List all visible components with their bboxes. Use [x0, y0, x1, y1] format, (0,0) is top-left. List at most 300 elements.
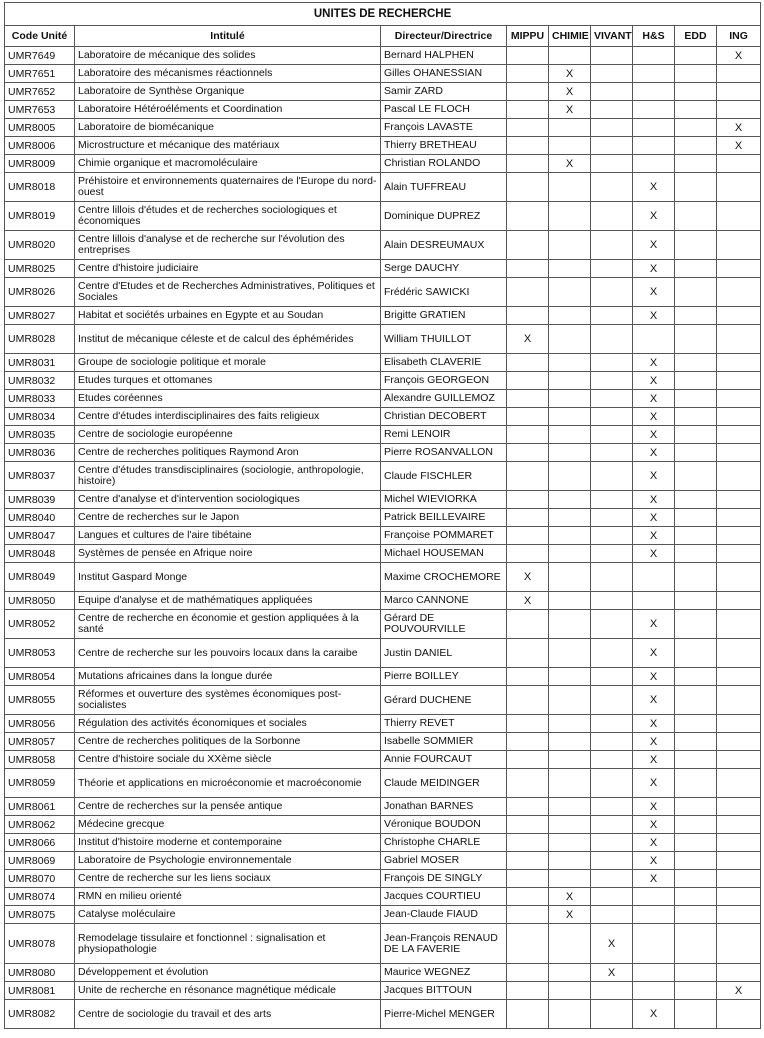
- unit-title-cell: Groupe de sociologie politique et morale: [75, 354, 381, 372]
- mark-cell-ing: [717, 639, 761, 668]
- unit-title-cell: Laboratoire de mécanique des solides: [75, 47, 381, 65]
- director-cell: Thierry BRETHEAU: [381, 137, 507, 155]
- mark-cell-hs: [633, 592, 675, 610]
- unit-code-cell: UMR8035: [5, 426, 75, 444]
- mark-cell-chimie: [549, 924, 591, 964]
- mark-cell-hs: X: [633, 816, 675, 834]
- mark-cell-mippu: [507, 509, 549, 527]
- mark-cell-hs: [633, 101, 675, 119]
- mark-cell-vivant: [591, 668, 633, 686]
- mark-cell-vivant: [591, 155, 633, 173]
- mark-cell-chimie: [549, 816, 591, 834]
- mark-cell-vivant: [591, 509, 633, 527]
- director-cell: Patrick BEILLEVAIRE: [381, 509, 507, 527]
- mark-cell-ing: [717, 462, 761, 491]
- research-units-table: [4, 2, 761, 1029]
- mark-cell-ing: [717, 325, 761, 354]
- mark-cell-edd: [675, 65, 717, 83]
- unit-code-cell: UMR8059: [5, 769, 75, 798]
- mark-cell-chimie: [549, 509, 591, 527]
- director-cell: Pierre-Michel MENGER: [381, 1000, 507, 1029]
- unit-title-cell: Médecine grecque: [75, 816, 381, 834]
- mark-cell-vivant: [591, 888, 633, 906]
- director-cell: Elisabeth CLAVERIE: [381, 354, 507, 372]
- mark-cell-hs: X: [633, 491, 675, 509]
- column-header-edd: EDD: [675, 26, 717, 47]
- mark-cell-edd: [675, 509, 717, 527]
- director-cell: Remi LENOIR: [381, 426, 507, 444]
- table-row: [5, 65, 761, 83]
- mark-cell-chimie: [549, 545, 591, 563]
- table-row: [5, 924, 761, 964]
- mark-cell-edd: [675, 563, 717, 592]
- unit-title-cell: Centre d'études transdisciplinaires (sociologie, anthropologie, histoire): [75, 462, 381, 491]
- table-row: [5, 1000, 761, 1029]
- mark-cell-mippu: [507, 119, 549, 137]
- mark-cell-vivant: [591, 906, 633, 924]
- director-cell: Pierre BOILLEY: [381, 668, 507, 686]
- unit-title-cell: Centre d'Etudes et de Recherches Administratives, Politiques et Sociales: [75, 278, 381, 307]
- table-row: [5, 390, 761, 408]
- mark-cell-chimie: [549, 426, 591, 444]
- mark-cell-vivant: [591, 462, 633, 491]
- unit-code-cell: UMR8006: [5, 137, 75, 155]
- mark-cell-vivant: X: [591, 964, 633, 982]
- mark-cell-mippu: [507, 354, 549, 372]
- unit-title-cell: Centre de recherches politiques de la Sorbonne: [75, 733, 381, 751]
- mark-cell-hs: X: [633, 852, 675, 870]
- mark-cell-vivant: [591, 491, 633, 509]
- mark-cell-chimie: [549, 982, 591, 1000]
- mark-cell-hs: X: [633, 610, 675, 639]
- mark-cell-edd: [675, 592, 717, 610]
- unit-code-cell: UMR8034: [5, 408, 75, 426]
- mark-cell-edd: [675, 491, 717, 509]
- mark-cell-ing: [717, 1000, 761, 1029]
- mark-cell-edd: [675, 769, 717, 798]
- mark-cell-ing: [717, 751, 761, 769]
- unit-title-cell: Centre de recherche en économie et gestion appliquées à la santé: [75, 610, 381, 639]
- mark-cell-edd: [675, 325, 717, 354]
- table-row: [5, 231, 761, 260]
- mark-cell-mippu: [507, 83, 549, 101]
- director-cell: Gilles OHANESSIAN: [381, 65, 507, 83]
- unit-code-cell: UMR8056: [5, 715, 75, 733]
- unit-code-cell: UMR7649: [5, 47, 75, 65]
- table-row: [5, 101, 761, 119]
- mark-cell-vivant: [591, 426, 633, 444]
- mark-cell-ing: [717, 545, 761, 563]
- director-cell: Claude MEIDINGER: [381, 769, 507, 798]
- mark-cell-ing: X: [717, 982, 761, 1000]
- mark-cell-edd: [675, 964, 717, 982]
- mark-cell-hs: X: [633, 354, 675, 372]
- table-row: [5, 155, 761, 173]
- mark-cell-mippu: [507, 798, 549, 816]
- mark-cell-vivant: [591, 231, 633, 260]
- mark-cell-chimie: [549, 1000, 591, 1029]
- mark-cell-chimie: X: [549, 906, 591, 924]
- mark-cell-edd: [675, 202, 717, 231]
- mark-cell-chimie: [549, 610, 591, 639]
- mark-cell-hs: [633, 47, 675, 65]
- director-cell: Brigitte GRATIEN: [381, 307, 507, 325]
- mark-cell-vivant: [591, 982, 633, 1000]
- director-cell: Michael HOUSEMAN: [381, 545, 507, 563]
- mark-cell-chimie: [549, 278, 591, 307]
- unit-code-cell: UMR8078: [5, 924, 75, 964]
- mark-cell-mippu: X: [507, 563, 549, 592]
- mark-cell-hs: X: [633, 527, 675, 545]
- mark-cell-chimie: [549, 964, 591, 982]
- mark-cell-hs: X: [633, 769, 675, 798]
- mark-cell-mippu: [507, 751, 549, 769]
- mark-cell-ing: [717, 426, 761, 444]
- mark-cell-edd: [675, 462, 717, 491]
- unit-title-cell: Centre de sociologie du travail et des arts: [75, 1000, 381, 1029]
- mark-cell-vivant: [591, 733, 633, 751]
- mark-cell-chimie: X: [549, 65, 591, 83]
- mark-cell-hs: [633, 83, 675, 101]
- director-cell: William THUILLOT: [381, 325, 507, 354]
- mark-cell-chimie: [549, 834, 591, 852]
- director-cell: Christophe CHARLE: [381, 834, 507, 852]
- table-row: [5, 563, 761, 592]
- mark-cell-chimie: [549, 307, 591, 325]
- mark-cell-chimie: [549, 491, 591, 509]
- mark-cell-ing: [717, 509, 761, 527]
- table-row: [5, 354, 761, 372]
- mark-cell-ing: [717, 101, 761, 119]
- mark-cell-ing: [717, 173, 761, 202]
- table-row: [5, 444, 761, 462]
- column-header-hs: H&S: [633, 26, 675, 47]
- mark-cell-edd: [675, 47, 717, 65]
- mark-cell-edd: [675, 119, 717, 137]
- unit-title-cell: RMN en milieu orienté: [75, 888, 381, 906]
- mark-cell-edd: [675, 610, 717, 639]
- mark-cell-edd: [675, 639, 717, 668]
- table-row: [5, 798, 761, 816]
- table-row: [5, 173, 761, 202]
- unit-title-cell: Laboratoire des mécanismes réactionnels: [75, 65, 381, 83]
- director-cell: François GEORGEON: [381, 372, 507, 390]
- mark-cell-chimie: [549, 769, 591, 798]
- unit-title-cell: Centre de recherche sur les liens sociaux: [75, 870, 381, 888]
- table-row: [5, 816, 761, 834]
- director-cell: Isabelle SOMMIER: [381, 733, 507, 751]
- unit-title-cell: Institut Gaspard Monge: [75, 563, 381, 592]
- unit-code-cell: UMR8074: [5, 888, 75, 906]
- table-row: [5, 982, 761, 1000]
- column-header-intitule: Intitulé: [75, 26, 381, 47]
- table-row: [5, 325, 761, 354]
- mark-cell-vivant: [591, 260, 633, 278]
- unit-title-cell: Mutations africaines dans la longue durée: [75, 668, 381, 686]
- mark-cell-mippu: [507, 372, 549, 390]
- unit-code-cell: UMR8049: [5, 563, 75, 592]
- unit-title-cell: Institut d'histoire moderne et contemporaine: [75, 834, 381, 852]
- table-row: [5, 491, 761, 509]
- mark-cell-vivant: [591, 852, 633, 870]
- director-cell: Claude FISCHLER: [381, 462, 507, 491]
- mark-cell-ing: [717, 278, 761, 307]
- mark-cell-edd: [675, 155, 717, 173]
- table-row: [5, 686, 761, 715]
- mark-cell-mippu: X: [507, 592, 549, 610]
- mark-cell-mippu: [507, 982, 549, 1000]
- unit-title-cell: Laboratoire de Psychologie environnementale: [75, 852, 381, 870]
- mark-cell-edd: [675, 798, 717, 816]
- director-cell: Françoise POMMARET: [381, 527, 507, 545]
- mark-cell-edd: [675, 408, 717, 426]
- mark-cell-hs: X: [633, 408, 675, 426]
- director-cell: Maurice WEGNEZ: [381, 964, 507, 982]
- mark-cell-edd: [675, 83, 717, 101]
- mark-cell-hs: X: [633, 1000, 675, 1029]
- mark-cell-mippu: [507, 202, 549, 231]
- mark-cell-mippu: [507, 852, 549, 870]
- mark-cell-vivant: X: [591, 924, 633, 964]
- mark-cell-edd: [675, 527, 717, 545]
- unit-code-cell: UMR8061: [5, 798, 75, 816]
- unit-title-cell: Langues et cultures de l'aire tibétaine: [75, 527, 381, 545]
- director-cell: Alain TUFFREAU: [381, 173, 507, 202]
- mark-cell-vivant: [591, 65, 633, 83]
- table-row: [5, 751, 761, 769]
- mark-cell-vivant: [591, 354, 633, 372]
- mark-cell-edd: [675, 715, 717, 733]
- director-cell: Gérard DE POUVOURVILLE: [381, 610, 507, 639]
- table-title: UNITES DE RECHERCHE: [5, 3, 761, 26]
- mark-cell-ing: [717, 83, 761, 101]
- mark-cell-ing: [717, 527, 761, 545]
- mark-cell-vivant: [591, 101, 633, 119]
- mark-cell-mippu: [507, 1000, 549, 1029]
- unit-code-cell: UMR8036: [5, 444, 75, 462]
- mark-cell-vivant: [591, 798, 633, 816]
- mark-cell-mippu: [507, 888, 549, 906]
- mark-cell-mippu: [507, 924, 549, 964]
- mark-cell-edd: [675, 231, 717, 260]
- mark-cell-vivant: [591, 137, 633, 155]
- unit-code-cell: UMR8019: [5, 202, 75, 231]
- mark-cell-vivant: [591, 278, 633, 307]
- mark-cell-hs: [633, 888, 675, 906]
- mark-cell-vivant: [591, 390, 633, 408]
- unit-code-cell: UMR8052: [5, 610, 75, 639]
- mark-cell-ing: [717, 444, 761, 462]
- director-cell: François LAVASTE: [381, 119, 507, 137]
- table-row: [5, 870, 761, 888]
- mark-cell-mippu: [507, 408, 549, 426]
- mark-cell-hs: X: [633, 668, 675, 686]
- director-cell: Alain DESREUMAUX: [381, 231, 507, 260]
- mark-cell-mippu: [507, 610, 549, 639]
- unit-title-cell: Equipe d'analyse et de mathématiques appliquées: [75, 592, 381, 610]
- mark-cell-hs: [633, 924, 675, 964]
- mark-cell-ing: [717, 390, 761, 408]
- mark-cell-edd: [675, 278, 717, 307]
- column-header-row: [5, 26, 761, 47]
- unit-title-cell: Institut de mécanique céleste et de calcul des éphémérides: [75, 325, 381, 354]
- column-header-ing: ING: [717, 26, 761, 47]
- mark-cell-mippu: [507, 668, 549, 686]
- unit-title-cell: Laboratoire de biomécanique: [75, 119, 381, 137]
- mark-cell-ing: [717, 610, 761, 639]
- mark-cell-edd: [675, 906, 717, 924]
- mark-cell-hs: [633, 119, 675, 137]
- mark-cell-hs: X: [633, 444, 675, 462]
- unit-title-cell: Préhistoire et environnements quaternaires de l'Europe du nord-ouest: [75, 173, 381, 202]
- mark-cell-ing: [717, 852, 761, 870]
- mark-cell-vivant: [591, 202, 633, 231]
- table-row: [5, 47, 761, 65]
- table-row: [5, 964, 761, 982]
- unit-title-cell: Centre d'études interdisciplinaires des faits religieux: [75, 408, 381, 426]
- mark-cell-chimie: [549, 137, 591, 155]
- mark-cell-ing: [717, 354, 761, 372]
- mark-cell-mippu: [507, 173, 549, 202]
- mark-cell-chimie: [549, 462, 591, 491]
- mark-cell-mippu: [507, 733, 549, 751]
- mark-cell-vivant: [591, 173, 633, 202]
- mark-cell-mippu: [507, 155, 549, 173]
- table-row: [5, 260, 761, 278]
- director-cell: Jacques COURTIEU: [381, 888, 507, 906]
- mark-cell-ing: [717, 924, 761, 964]
- mark-cell-mippu: [507, 260, 549, 278]
- mark-cell-hs: [633, 982, 675, 1000]
- unit-title-cell: Centre de sociologie européenne: [75, 426, 381, 444]
- mark-cell-edd: [675, 173, 717, 202]
- table-row: [5, 545, 761, 563]
- mark-cell-hs: X: [633, 260, 675, 278]
- mark-cell-mippu: [507, 816, 549, 834]
- mark-cell-mippu: [507, 137, 549, 155]
- mark-cell-ing: [717, 816, 761, 834]
- mark-cell-chimie: [549, 870, 591, 888]
- unit-code-cell: UMR8037: [5, 462, 75, 491]
- table-row: [5, 715, 761, 733]
- column-header-chimie: CHIMIE: [549, 26, 591, 47]
- mark-cell-hs: X: [633, 372, 675, 390]
- mark-cell-mippu: [507, 870, 549, 888]
- mark-cell-hs: X: [633, 834, 675, 852]
- unit-code-cell: UMR8033: [5, 390, 75, 408]
- director-cell: Jean-François RENAUD DE LA FAVERIE: [381, 924, 507, 964]
- mark-cell-ing: [717, 870, 761, 888]
- unit-title-cell: Centre lillois d'analyse et de recherche sur l'évolution des entreprises: [75, 231, 381, 260]
- mark-cell-ing: [717, 686, 761, 715]
- mark-cell-ing: [717, 408, 761, 426]
- director-cell: Jonathan BARNES: [381, 798, 507, 816]
- mark-cell-hs: X: [633, 733, 675, 751]
- table-row: [5, 372, 761, 390]
- mark-cell-hs: X: [633, 686, 675, 715]
- unit-title-cell: Systèmes de pensée en Afrique noire: [75, 545, 381, 563]
- mark-cell-mippu: [507, 491, 549, 509]
- table-row: [5, 137, 761, 155]
- mark-cell-edd: [675, 426, 717, 444]
- mark-cell-mippu: X: [507, 325, 549, 354]
- unit-code-cell: UMR8050: [5, 592, 75, 610]
- mark-cell-mippu: [507, 65, 549, 83]
- mark-cell-edd: [675, 982, 717, 1000]
- mark-cell-vivant: [591, 834, 633, 852]
- director-cell: Gabriel MOSER: [381, 852, 507, 870]
- mark-cell-hs: X: [633, 426, 675, 444]
- mark-cell-mippu: [507, 426, 549, 444]
- mark-cell-ing: [717, 202, 761, 231]
- mark-cell-hs: [633, 137, 675, 155]
- unit-code-cell: UMR8082: [5, 1000, 75, 1029]
- mark-cell-ing: [717, 372, 761, 390]
- mark-cell-edd: [675, 834, 717, 852]
- mark-cell-mippu: [507, 390, 549, 408]
- unit-code-cell: UMR8025: [5, 260, 75, 278]
- unit-title-cell: Régulation des activités économiques et sociales: [75, 715, 381, 733]
- mark-cell-hs: X: [633, 231, 675, 260]
- director-cell: Bernard HALPHEN: [381, 47, 507, 65]
- table-row: [5, 592, 761, 610]
- unit-code-cell: UMR8031: [5, 354, 75, 372]
- mark-cell-hs: X: [633, 509, 675, 527]
- table-row: [5, 426, 761, 444]
- mark-cell-ing: X: [717, 137, 761, 155]
- mark-cell-ing: [717, 307, 761, 325]
- unit-code-cell: UMR8058: [5, 751, 75, 769]
- mark-cell-ing: X: [717, 47, 761, 65]
- table-row: [5, 278, 761, 307]
- table-row: [5, 639, 761, 668]
- mark-cell-chimie: [549, 390, 591, 408]
- mark-cell-chimie: [549, 119, 591, 137]
- mark-cell-edd: [675, 545, 717, 563]
- mark-cell-edd: [675, 354, 717, 372]
- mark-cell-vivant: [591, 372, 633, 390]
- mark-cell-vivant: [591, 751, 633, 769]
- director-cell: Thierry REVET: [381, 715, 507, 733]
- director-cell: Jean-Claude FIAUD: [381, 906, 507, 924]
- mark-cell-edd: [675, 372, 717, 390]
- mark-cell-mippu: [507, 715, 549, 733]
- mark-cell-mippu: [507, 834, 549, 852]
- mark-cell-vivant: [591, 1000, 633, 1029]
- mark-cell-chimie: [549, 202, 591, 231]
- mark-cell-hs: [633, 155, 675, 173]
- unit-code-cell: UMR8028: [5, 325, 75, 354]
- mark-cell-vivant: [591, 47, 633, 65]
- director-cell: Michel WIEVIORKA: [381, 491, 507, 509]
- unit-code-cell: UMR8066: [5, 834, 75, 852]
- mark-cell-chimie: [549, 733, 591, 751]
- mark-cell-chimie: [549, 444, 591, 462]
- director-cell: Dominique DUPREZ: [381, 202, 507, 231]
- unit-code-cell: UMR8053: [5, 639, 75, 668]
- mark-cell-hs: [633, 906, 675, 924]
- mark-cell-vivant: [591, 715, 633, 733]
- unit-title-cell: Théorie et applications en microéconomie et macroéconomie: [75, 769, 381, 798]
- director-cell: Annie FOURCAUT: [381, 751, 507, 769]
- director-cell: Frédéric SAWICKI: [381, 278, 507, 307]
- mark-cell-chimie: [549, 592, 591, 610]
- mark-cell-vivant: [591, 83, 633, 101]
- mark-cell-mippu: [507, 545, 549, 563]
- unit-title-cell: Centre d'histoire sociale du XXème siècle: [75, 751, 381, 769]
- column-header-mippu: MIPPU: [507, 26, 549, 47]
- unit-code-cell: UMR8009: [5, 155, 75, 173]
